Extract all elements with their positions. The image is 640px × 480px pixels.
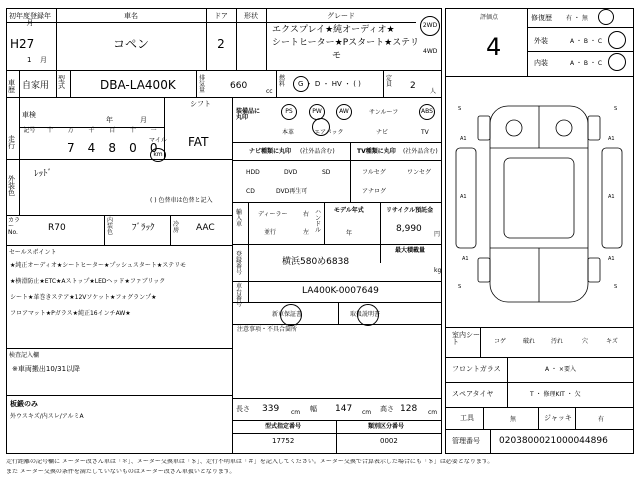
- inspector-note: ※車両搬出10/31以降: [12, 365, 81, 373]
- drive-2wd-circle: 2WD: [420, 16, 440, 36]
- side-mark-4: S: [614, 284, 618, 290]
- exterior-color-label: 外装色: [8, 175, 15, 197]
- interior-grade-value: A ・ B ・ C: [570, 60, 603, 67]
- tv-analog: アナログ: [362, 188, 387, 195]
- first-reg-label: 初年度登録年月: [9, 12, 51, 27]
- rear-left-tire: [478, 258, 490, 282]
- fuel-value: G ・ D ・ HV ・ ( ): [298, 80, 361, 88]
- height-unit: cm: [428, 409, 438, 416]
- caution-title: 注意事項・不具合箇所: [237, 326, 298, 333]
- front-right-tire: [588, 116, 600, 140]
- nav-cd: CD: [246, 188, 255, 195]
- tv-label: TV種類に丸印: [357, 148, 396, 155]
- grade-value-1: エクスプレイ★純オーディオ★: [272, 25, 395, 35]
- odometer-digit: 4: [87, 141, 96, 155]
- diagram-mark-2: A1: [608, 136, 615, 142]
- capacity-unit: 人: [430, 88, 437, 95]
- category-label: 類別区分番号: [368, 423, 405, 430]
- front-glass-value: A ・ ×要入: [545, 366, 576, 373]
- equip-abs-circle: ABS: [419, 104, 435, 120]
- digit-header-row: [19, 127, 164, 137]
- front-left-tire: [478, 116, 490, 140]
- capacity-value: 2: [410, 81, 416, 91]
- type-label: 型式: [58, 75, 65, 90]
- digit-header-cell: 万: [67, 127, 74, 134]
- height-value: 128: [400, 404, 418, 414]
- diagram-mark-4: A1: [608, 194, 615, 200]
- grade-value-2: シートヒーター★Pスタート★ステリ: [272, 38, 420, 48]
- recycle-value: 8,990: [396, 224, 422, 234]
- first-reg-month-unit: 月: [40, 56, 47, 64]
- model-spec-value: 17752: [272, 437, 295, 445]
- interior-grade-label: 内装: [534, 59, 548, 67]
- digit-header-cell: 記号: [23, 127, 36, 134]
- month-label: 月: [140, 116, 147, 124]
- rear-right-tire: [588, 258, 600, 282]
- model-name-value: コペン: [112, 37, 149, 51]
- usage-label: 車歴: [8, 79, 15, 94]
- registration-label: 登録番号: [236, 251, 243, 276]
- shift-label: シフト: [190, 100, 211, 108]
- nav-note: (社外品含む): [300, 148, 335, 155]
- sales-point-line-3: シート★革巻きステア★12Vソケット★フォグランプ★: [10, 294, 157, 301]
- width-unit: cm: [362, 409, 372, 416]
- equip-leather: 本革: [282, 129, 295, 136]
- sheet-frame: [6, 8, 442, 454]
- handle-left: 左: [303, 229, 310, 236]
- nav-sd: SD: [322, 169, 331, 176]
- doors-label: ドア: [214, 12, 228, 20]
- digit-header-cell: 百: [109, 127, 116, 134]
- handle-label: ハンドル: [315, 209, 322, 234]
- equip-ps-circle: PS: [281, 104, 297, 120]
- exterior-grade-label: 外装: [534, 37, 548, 45]
- diagram-mark-6: A1: [608, 256, 615, 262]
- new-warranty: 新車保証書: [272, 311, 303, 318]
- sheet-metal-title: 板鍛のみ: [10, 400, 38, 408]
- exterior-c-circle: [608, 31, 626, 49]
- control-label: 管理番号: [452, 437, 480, 445]
- displacement-value: 660: [230, 81, 248, 91]
- spare-tire-label: スペアタイヤ: [452, 390, 494, 398]
- interior-color-value: ﾌﾞﾗｯｸ: [132, 223, 155, 233]
- repair-value: 有 ・ 無: [566, 15, 588, 22]
- grade-value-3: モ: [332, 51, 342, 61]
- diagram-mark-circle-1: [506, 120, 522, 136]
- side-mark-2: S: [614, 106, 618, 112]
- mile-unit: マイル: [149, 137, 167, 144]
- seat-burn: コゲ: [494, 338, 507, 345]
- nav-label: ナビ種類に丸印: [249, 148, 292, 155]
- model-name-label: 車名: [124, 12, 138, 20]
- car-damage-diagram: [446, 88, 632, 320]
- doors-value: 2: [217, 37, 225, 51]
- repair-label: 修復歴: [531, 14, 552, 22]
- owner-manual: 取扱説明書: [350, 311, 381, 318]
- diagram-mark-circle-2: [556, 120, 572, 136]
- equip-aw-circle: AW: [336, 104, 352, 120]
- seat-hole: 穴: [582, 338, 589, 345]
- first-reg-value: H27: [10, 37, 35, 51]
- length-value: 339: [262, 404, 280, 414]
- fuel-label: 燃料: [279, 75, 286, 88]
- color-code-value: R70: [48, 223, 66, 233]
- sales-point-line-2: ★横滑防止★ETC★Aストップ★LEDヘッド★ファブリック: [10, 278, 166, 285]
- diagram-mark-5: A1: [462, 256, 469, 262]
- interior-c-circle: [608, 53, 626, 71]
- type-value: DBA-LA400K: [100, 78, 176, 92]
- grade-label: グレード: [327, 12, 355, 20]
- km-unit-circle: km: [150, 148, 166, 162]
- nav-hdd: HDD: [246, 169, 260, 176]
- car-cabin: [504, 158, 574, 238]
- recycle-unit: 円: [434, 231, 441, 238]
- odometer-label: 車検: [22, 111, 36, 119]
- usage-value: 自家用: [22, 81, 50, 91]
- side-mark-1: S: [458, 106, 462, 112]
- ac-label: 冷房: [173, 221, 180, 234]
- ac-value: AAC: [196, 223, 215, 233]
- first-reg-month: 1: [27, 56, 32, 64]
- footer-line-1: 走行距離の記号欄に メーター改ざん車は「＊」、メーター交換車は「＄」、走行不明車は「＃」を記入してください。メーター交換で合算表示した場合にも「＄」は必要となります。: [6, 459, 494, 465]
- shift-value: FAT: [188, 135, 209, 149]
- chassis-value: LA400K-0007649: [302, 286, 379, 296]
- width-label: 幅: [310, 405, 317, 413]
- model-spec-label: 型式指定番号: [265, 423, 302, 430]
- sheet-metal-value: 外ウスキズ/内スレ/アルミA: [10, 413, 84, 420]
- side-mark-3: S: [458, 284, 462, 290]
- category-value: 0002: [380, 437, 398, 445]
- seat-scratch: キズ: [606, 338, 618, 345]
- score-label: 評価点: [480, 14, 499, 21]
- equip-navi: ナビ: [376, 129, 389, 136]
- model-year-label: モデル年式: [334, 207, 364, 214]
- diagram-mark-3: A1: [460, 194, 467, 200]
- recycle-label: リサイクル預託金: [386, 207, 434, 214]
- displacement-label: 排気量: [199, 75, 206, 94]
- inspector-title: 検査記入欄: [9, 352, 40, 359]
- sales-point-line-1: ★純正オーディオ★シートヒーター★プッシュスタート★ステリモ: [10, 262, 187, 269]
- digit-header-cell: 十: [129, 127, 136, 134]
- max-load-label: 最大積載量: [395, 247, 426, 254]
- drive-4wd: 4WD: [423, 48, 438, 55]
- tools-label: 工具: [460, 414, 474, 422]
- seat-tear: 破れ: [523, 338, 536, 345]
- model-year-value: 年: [346, 230, 353, 237]
- import-parallel: 並行: [264, 229, 277, 236]
- handle-right: 右: [303, 211, 310, 218]
- body-label: 形状: [244, 12, 258, 20]
- exterior-color-value: ﾚｯﾄﾞ: [34, 169, 53, 179]
- sales-points-title: セールスポイント: [9, 249, 57, 256]
- displacement-unit: cc: [266, 88, 273, 95]
- equip-airbag: エアバック: [314, 129, 344, 136]
- equip-pw-circle: PW: [309, 104, 325, 120]
- sales-point-line-4: フロアマット★Pガラス★純正16インチAW★: [10, 310, 131, 317]
- import-dealer: ディーラー: [258, 211, 288, 218]
- odometer-digit: 0: [149, 141, 158, 155]
- front-glass-label: フロントガラス: [452, 365, 501, 373]
- jack-label: ジャッキ: [544, 414, 572, 422]
- height-label: 高さ: [380, 405, 394, 413]
- diagram-mark-1: A1: [460, 136, 467, 142]
- seat-dirt: 汚れ: [551, 338, 564, 345]
- length-unit: cm: [291, 409, 301, 416]
- repair-none-circle: [598, 9, 614, 25]
- equipment-label: 装備品に丸印: [236, 108, 261, 121]
- jack-value: 有: [598, 416, 605, 423]
- nav-dvd: DVD: [284, 169, 298, 176]
- digit-header-cell: 千: [88, 127, 95, 134]
- chassis-label: 車台番号: [236, 283, 243, 308]
- color-note: ( ) 色替車は色替と記入: [150, 197, 213, 204]
- width-value: 147: [335, 404, 353, 414]
- interior-color-label: 内装色: [107, 217, 114, 236]
- exterior-grade-value: A ・ B ・ C: [570, 38, 603, 45]
- tools-value: 無: [510, 416, 517, 423]
- length-label: 長さ: [236, 405, 250, 413]
- spare-tire-value: T ・ 修理KIT ・ 欠: [530, 391, 581, 398]
- mileage-section-label: 走行: [8, 135, 15, 150]
- nav-dvd-play: DVD再生可: [276, 188, 308, 195]
- year-label: 年: [106, 116, 113, 124]
- score-value: 4: [486, 33, 502, 61]
- import-label: 輸入車: [236, 209, 243, 228]
- tv-note: (社外品含む): [403, 148, 438, 155]
- color-code-label: カラー No.: [8, 217, 21, 236]
- digit-header-cell: 十: [47, 127, 54, 134]
- interior-seat-label: 室内シート: [452, 331, 480, 346]
- max-load-unit: kg: [434, 267, 442, 274]
- odometer-digit: 7: [66, 141, 75, 155]
- registration-value: 横浜580め6838: [282, 257, 350, 267]
- digit-header-cell: 一: [150, 127, 157, 134]
- equip-sunroof: サンルーフ: [369, 109, 399, 116]
- odometer-digit: 8: [108, 141, 117, 155]
- tv-oneseg: ワンセグ: [407, 169, 432, 176]
- equip-tv: TV: [421, 129, 429, 136]
- odometer-digit: 0: [129, 141, 137, 155]
- footer-line-2: また メーター交換の条件を満たしていないものはメーター改ざん車扱いとなります。: [6, 469, 236, 475]
- control-value: 0203800021000044896: [499, 436, 608, 446]
- capacity-label: 定員: [386, 75, 393, 88]
- tv-fullseg: フルセグ: [362, 169, 386, 176]
